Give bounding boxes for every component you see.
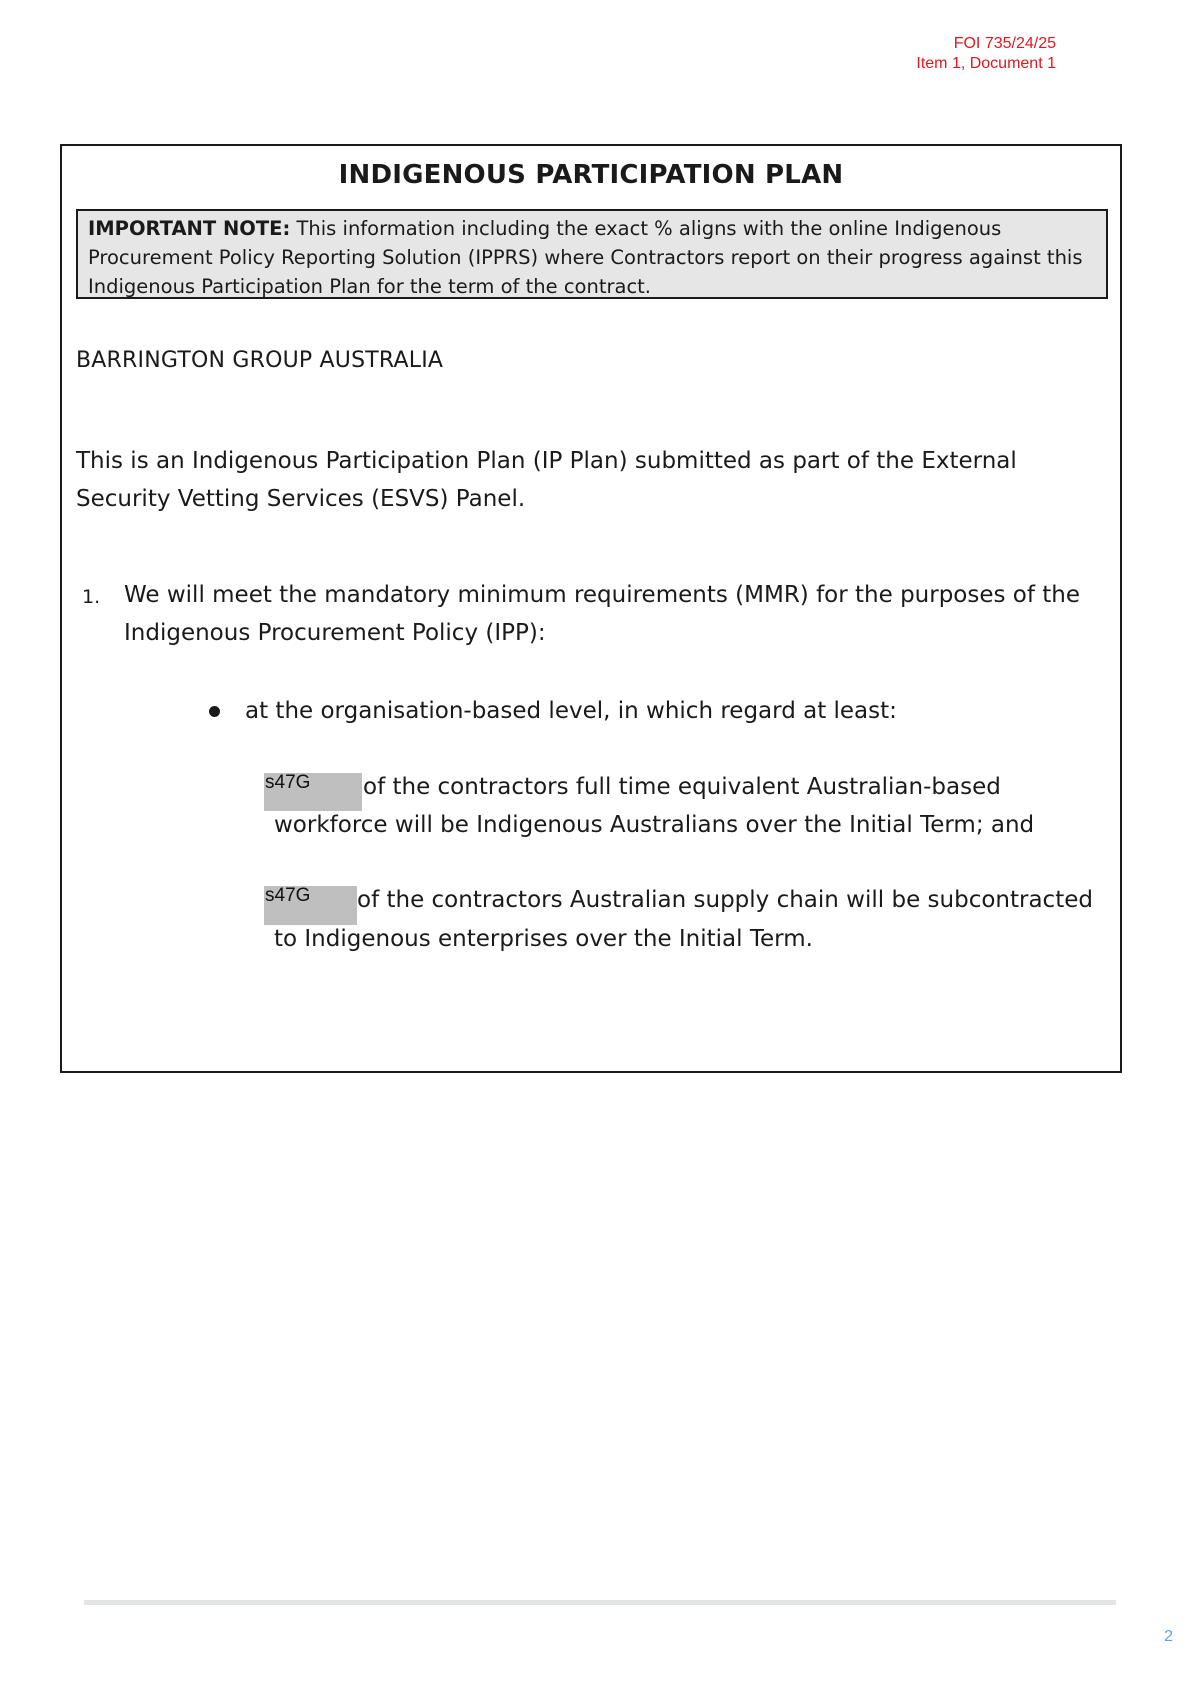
important-note-label: IMPORTANT NOTE:	[88, 217, 291, 240]
workforce-clause-line-1: of the contractors full time equivalent Australian-based	[363, 774, 1001, 800]
list-item-number: 1.	[82, 586, 101, 608]
supply-chain-clause-line-1: of the contractors Australian supply chain will be subcontracted	[357, 887, 1093, 913]
redaction-box: s47G	[264, 773, 362, 811]
footer-divider	[84, 1600, 1116, 1605]
plan-title: INDIGENOUS PARTICIPATION PLAN	[338, 160, 844, 190]
redaction-box: s47G	[264, 886, 357, 925]
list-item-text: We will meet the mandatory minimum requirements (MMR) for the purposes of the Indigenous Procurement Policy (IPP):	[124, 582, 1081, 646]
supply-chain-clause-line-2: to Indigenous enterprises over the Initial Term.	[274, 926, 813, 952]
company-name: BARRINGTON GROUP AUSTRALIA	[76, 348, 444, 373]
participation-plan-box	[60, 144, 1122, 1073]
important-note-text: This information including the exact % aligns with the online Indigenous Procurement Policy Reporting Solution (IPPRS) where Contractors report on their progress against this Indigenous Participation Plan for the term of the contract.	[88, 217, 1083, 298]
foi-reference-header	[916, 34, 1056, 74]
important-note-box	[76, 209, 1108, 299]
workforce-clause-line-2: workforce will be Indigenous Australians over the Initial Term; and	[274, 812, 1035, 838]
item-document-reference: Item 1, Document 1	[916, 55, 1056, 72]
intro-paragraph: This is an Indigenous Participation Plan (IP Plan) submitted as part of the External Security Vetting Services (ESVS) Panel.	[76, 448, 1017, 512]
bullet-icon	[209, 706, 220, 717]
bullet-text: at the organisation-based level, in which regard at least:	[245, 698, 897, 724]
foi-number: FOI 735/24/25	[953, 35, 1056, 52]
page-number: 2	[1164, 1628, 1173, 1645]
